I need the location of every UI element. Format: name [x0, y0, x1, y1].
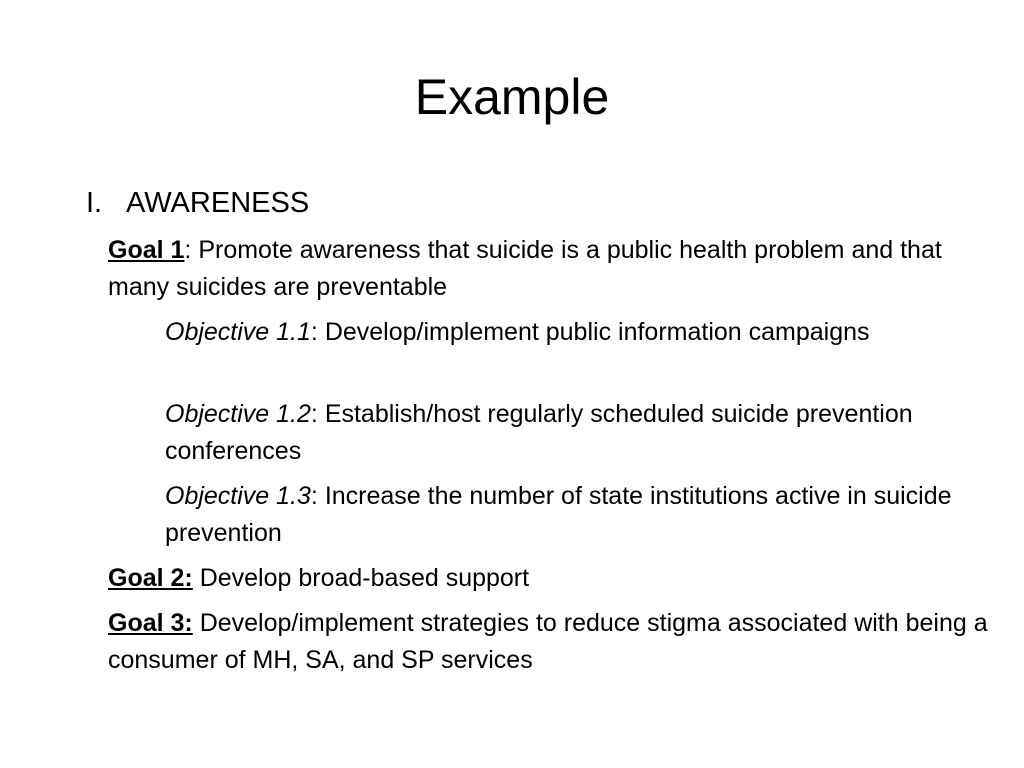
objective-1-3: [165, 478, 985, 552]
goal-2-label: Goal 2:: [108, 564, 193, 592]
goal-3: [108, 605, 995, 679]
goal-3-text: Develop/implement strategies to reduce stigma associated with being a consumer of MH, SA, and SP services: [108, 609, 995, 674]
goal-3-label: Goal 3:: [108, 609, 193, 637]
goal-1-label: Goal 1: [108, 236, 185, 264]
objective-1-3-text: : Increase the number of state institutions active in suicide prevention: [165, 482, 952, 547]
objective-1-1: [165, 314, 985, 351]
section-number: I.: [86, 187, 103, 219]
objective-1-1-label: Objective 1.1: [165, 318, 311, 346]
goal-1: [108, 232, 988, 306]
slide-title: Example: [414, 69, 610, 125]
objective-1-2-label: Objective 1.2: [165, 400, 311, 428]
goal-2-text: Develop broad-based support: [192, 564, 530, 592]
goal-1-text: : Promote awareness that suicide is a public health problem and that many suicides are preventable: [108, 236, 942, 301]
objective-1-2-text: : Establish/host regularly scheduled suicide prevention conferences: [165, 400, 913, 465]
goal-2: [108, 560, 988, 597]
objective-1-3-label: Objective 1.3: [165, 482, 311, 510]
section-heading-text: AWARENESS: [126, 187, 310, 219]
section-heading: [86, 184, 309, 222]
objective-1-1-text: : Develop/implement public information campaigns: [310, 318, 870, 346]
objective-1-2: [165, 396, 985, 470]
